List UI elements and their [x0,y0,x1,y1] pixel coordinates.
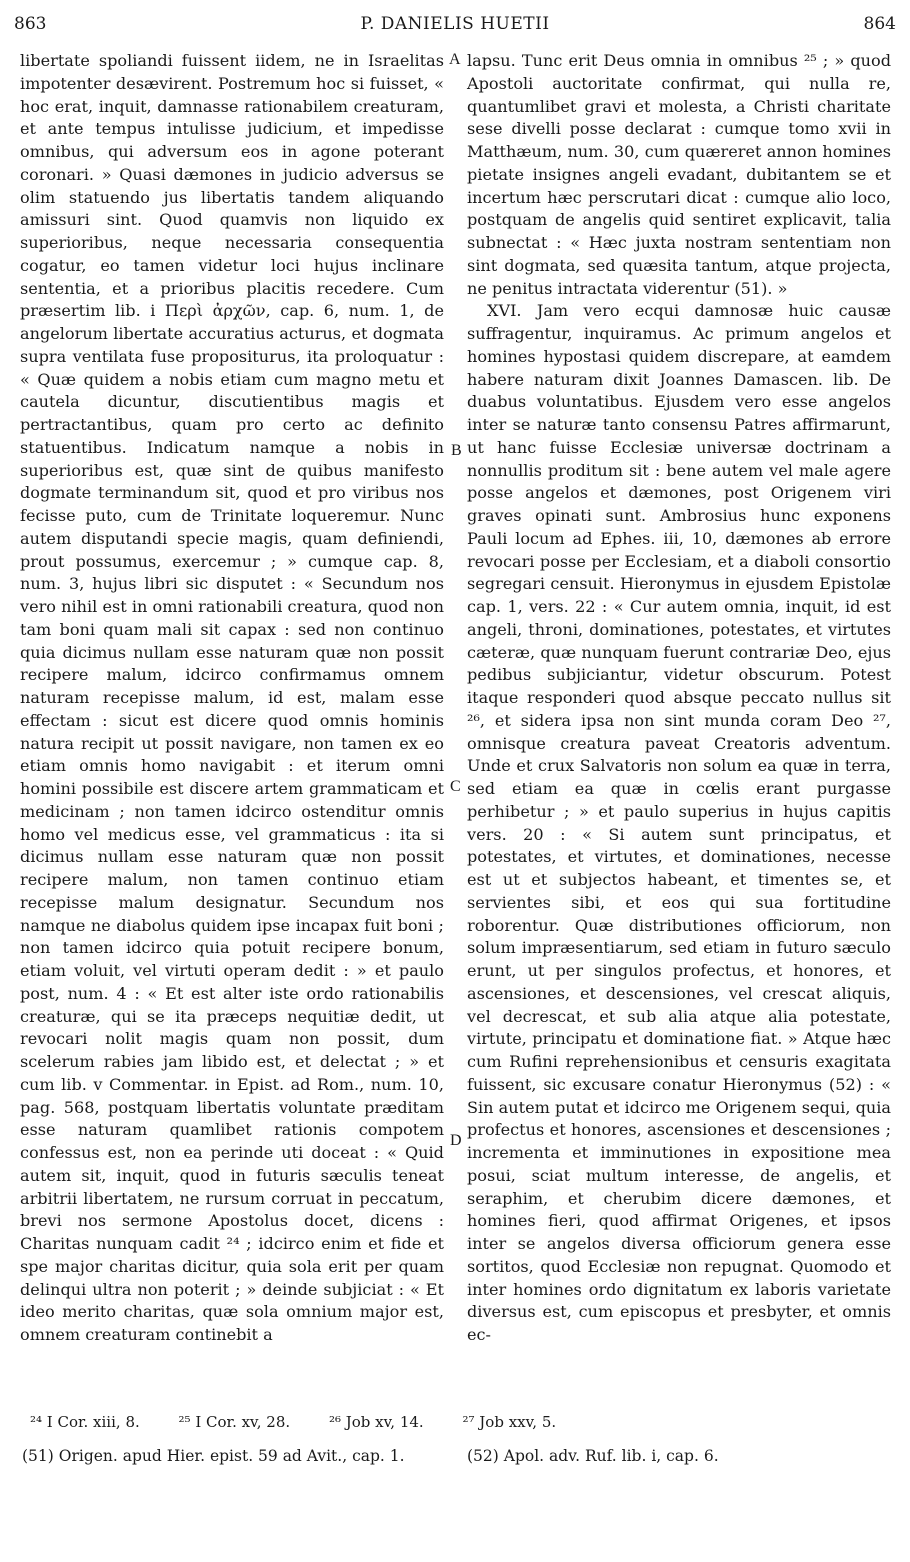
footnote-25: ²⁵ I Cor. xv, 28. [178,1413,291,1431]
left-column [20,50,444,1347]
running-title: P. DANIELIS HUETII [360,14,550,34]
page-number-left: 863 [14,14,47,34]
note-52: (52) Apol. adv. Ruf. lib. i, cap. 6. [467,1447,719,1465]
right-paragraph-2: XVI. Jam vero ecqui damnosæ huic causæ suffragentur, inquiramus. Ac primum angelos et homines hypostasi quidem discrepare, at eamdem habere naturam dixit Joannes Damascen. lib. De duabus voluntatibus. Ejusdem vero esse angelos inter se naturæ tanto consensu Patres affirmarunt, ut hanc fuisse Ecclesiæ universæ doctrinam a nonnullis proditum sit : bene autem vel male agere posse angelos et dæmones, post Origenem viri graves opinati sunt. Ambrosius hunc exponens Pauli locum ad Ephes. iii, 10, dæmones ab errore revocari posse per Ecclesiam, et a diaboli consortio segregari censuit. Hieronymus in ejusdem Epistolæ cap. 1, vers. 22 : « Cur autem omnia, inquit, id est angeli, throni, dominationes, potestates, et virtutes cæteræ, quæ nunquam fuerunt contrariæ Deo, ejus pedibus subjiciantur, videtur obscurum. Potest itaque responderi quod absque peccato nullus sit ²⁶, et sidera ipsa non sint munda coram Deo ²⁷, omnisque creatura paveat Creatoris adventum. Unde et crux Salvatoris non solum ea quæ in terra, sed etiam ea quæ in cœlis erant purgasse perhibetur ; » et paulo superius in hujus capitis vers. 20 : « Si autem sunt principatus, et potestates, et virtutes, et dominationes, necesse est ut et subjectos habeant, et timentes se, et servientes sibi, et eos qui sua fortitudine roborentur. Quæ distributiones officiorum, non solum impræsentiarum, sed etiam in futuro sæculo erunt, ut per singulos profectus, et honores, et ascensiones, et descensiones, vel crescat aliquis, vel decrescat, et sub alia atque alia potestate, virtute, principatu et dominatione fiat. » Atque hæc cum Rufini reprehensionibus et censuris exagitata fuissent, sic excusare conatur Hieronymus (52) : « Sin autem putat et idcirco me Origenem sequi, quia profectus et honores, ascensiones et descensiones ; incrementa et imminutiones in expositione mea posui, sciat multum interesse, de angelis, et seraphim, et cherubim dicere dæmones, et homines fieri, quod affirmat Origenes, et ipsos inter se angelos diversa officiorum genera esse sortitos, quod Ecclesiæ non repugnat. Quomodo et inter homines ordo dignitatum ex laboris varietate diversus est, cum episcopus et presbyter, et omnis ec- [467,301,891,1344]
footnote-refs [30,1413,890,1431]
margin-marker-b: B [451,442,462,459]
margin-marker-c: C [450,778,461,795]
footnote-26: ²⁶ Job xv, 14. [328,1413,424,1431]
footnote-24: ²⁴ I Cor. xiii, 8. [30,1413,140,1431]
note-51: (51) Origen. apud Hier. epist. 59 ad Avit., cap. 1. [22,1447,405,1465]
footnote-27: ²⁷ Job xxv, 5. [462,1413,557,1431]
page-header [14,14,896,38]
page-number-right: 864 [863,14,896,34]
right-paragraph-1: lapsu. Tunc erit Deus omnia in omnibus ²⁵ ; » quod Apostoli auctoritate confirmat, qui nulla re, quantumlibet gravi et molesta, a Christi charitate sese divelli posse declarat : cumque tomo xvii in Matthæum, num. 30, cum quæreret annon homines pietate insignes angeli evadant, dubitantem se et incertum hæc perscrutari dicat : cumque alio loco, postquam de angelis quid sentiret explicavit, talia subnectat : « Hæc juxta nostram sententiam non sint dogmata, sed quæsita tantum, atque projecta, ne penitus intractata viderentur (51). » [467,51,891,298]
right-column [467,50,891,1347]
margin-marker-a: A [449,51,461,68]
left-paragraph-1: libertate spoliandi fuissent iidem, ne in Israelitas impotenter desævirent. Postremum hoc si fuisset, « hoc erat, inquit, damnasse rationabilem creaturam, et ante tempus intulisse judicium, et impedisse omnibus, qui adversum eos in agone poterant coronari. » Quasi dæmones in judicio adversus se olim statuendo jus libertatis tandem aliquando amissuri sint. Quod quamvis non liquido ex superioribus, neque necessaria consequentia cogatur, eo tamen videtur loci hujus inclinare sententia, et a prioribus placitis recedere. Cum præsertim lib. i Περὶ ἀρχῶν, cap. 6, num. 1, de angelorum libertate accuratius acturus, et dogmata supra ventilata fuse propositurus, ita proloquatur : « Quæ quidem a nobis etiam cum magno metu et cautela dicuntur, discutientibus magis et pertractantibus, quam pro certo ac definito statuentibus. Indicatum namque a nobis in superioribus est, quæ sint de quibus manifesto dogmate terminandum sit, quod et pro viribus nos fecisse puto, cum de Trinitate loqueremur. Nunc autem disputandi specie magis, quam definiendi, prout possumus, exercemur ; » cumque cap. 8, num. 3, hujus libri sic disputet : « Secundum nos vero nihil est in omni rationabili creatura, quod non tam boni quam mali sit capax : sed non continuo quia dicimus nullam esse naturam quæ non possit recipere malum, idcirco confirmamus omnem naturam recepisse malum, id est, malam esse effectam : sicut est dicere quod omnis hominis natura recipit ut possit navigare, non tamen ex eo etiam omnis homo navigabit : et iterum omni homini possibile est discere artem grammaticam et medicinam ; non tamen idcirco ostenditur omnis homo vel medicus esse, vel grammaticus : ita si dicimus nullam esse naturam quæ non possit recipere malum, non tamen continuo etiam recepisse malum designatur. Secundum nos namque ne diabolus quidem ipse incapax fuit boni ; non tamen idcirco quia potuit recipere bonum, etiam voluit, vel virtuti operam dedit : » et paulo post, num. 4 : « Et est alter iste ordo rationabilis creaturæ, qui se ita præceps nequitiæ dedit, ut revocari nolit magis quam non possit, dum scelerum rabies jam libido est, et delectat ; » et cum lib. v Commentar. in Epist. ad Rom., num. 10, pag. 568, postquam libertatis voluntate præditam esse naturam quamlibet rationis compotem confessus est, non ea perinde uti doceat : « Quid autem sit, inquit, quod in futuris sæculis teneat arbitrii libertatem, ne rursum corruat in peccatum, brevi nos sermone Apostolus docet, dicens : Charitas nunquam cadit ²⁴ ; idcirco enim et fide et spe major charitas dicitur, quia sola erit per quam delinqui ultra non poterit ; » deinde subjiciat : « Et ideo merito charitas, quæ sola omnium major est, omnem creaturam continebit a [20,51,444,1344]
margin-marker-d: D [450,1132,462,1149]
